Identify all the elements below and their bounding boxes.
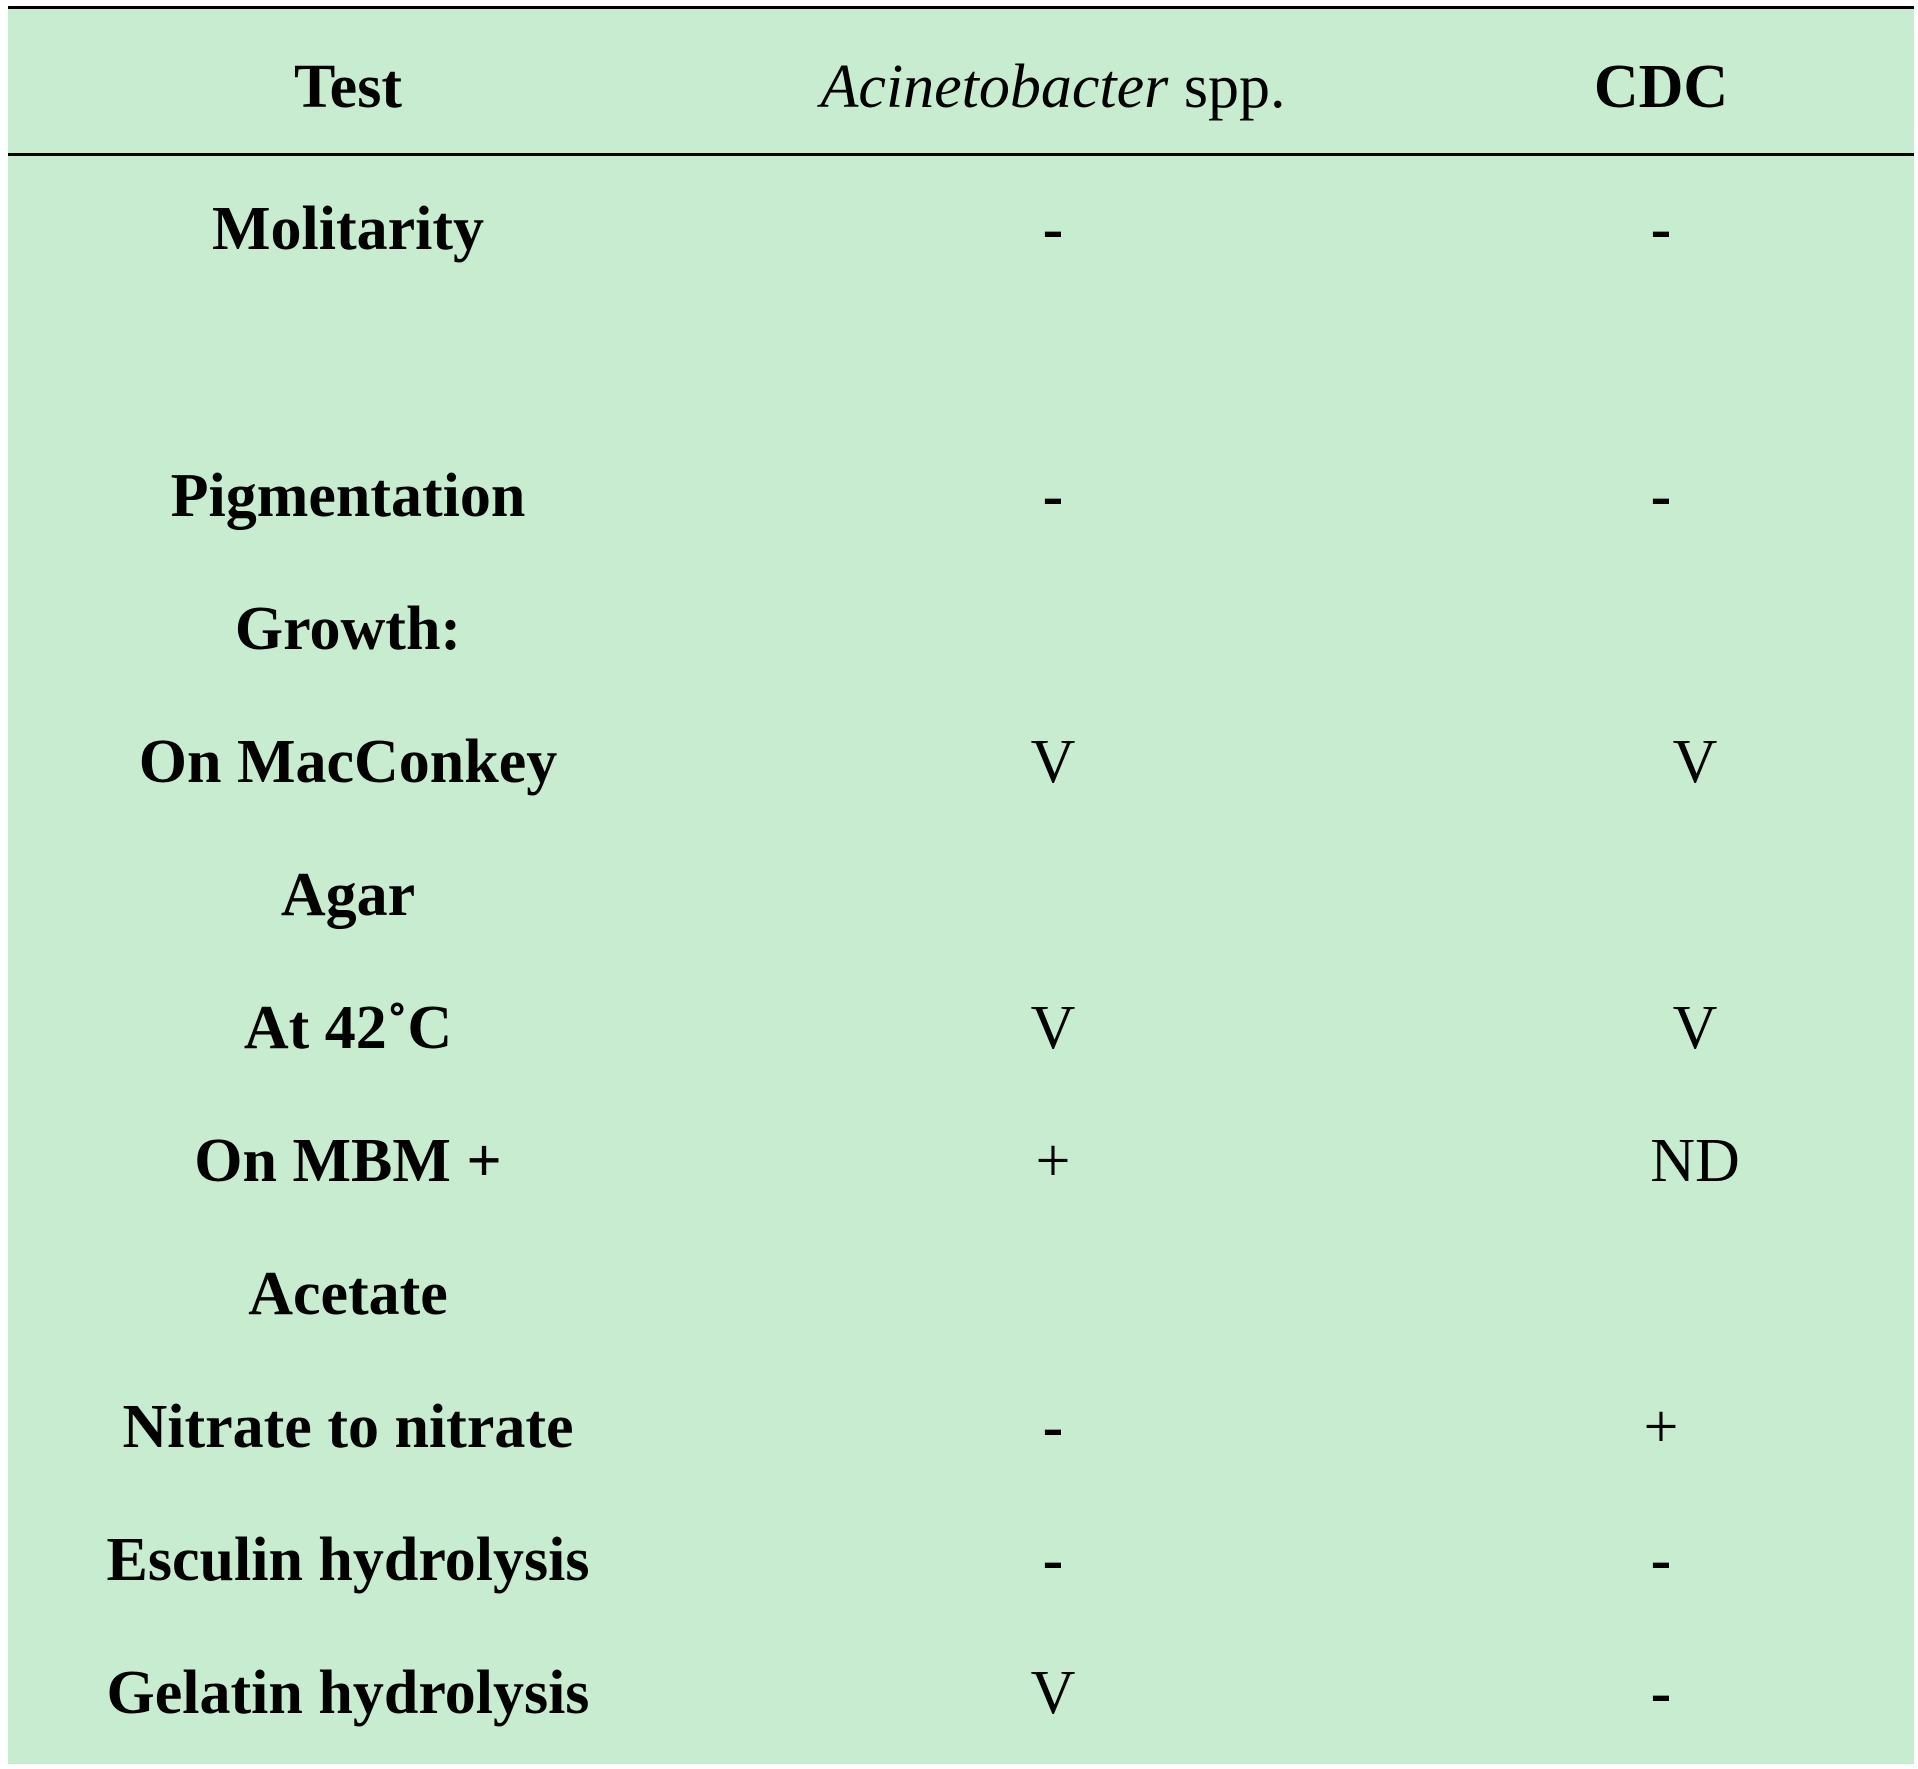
header-acinetobacter — [820, 53, 1286, 121]
row-acinetobacter-value: V — [1030, 728, 1076, 796]
row-acinetobacter-value: + — [1035, 1127, 1071, 1195]
data-table — [8, 6, 1914, 1764]
row-acinetobacter-value: V — [1030, 1659, 1076, 1727]
row-test-label: Molitarity — [211, 195, 485, 263]
row-test-label: Acetate — [248, 1260, 448, 1328]
header-bottom-rule — [8, 153, 1914, 156]
row-cdc-value: - — [1650, 195, 1672, 263]
row-cdc-value: V — [1672, 728, 1718, 796]
row-acinetobacter-value: - — [1042, 195, 1064, 263]
row-cdc-value: + — [1643, 1393, 1679, 1461]
row-test-label: Gelatin hydrolysis — [106, 1659, 590, 1727]
row-test-label: On MBM + — [194, 1127, 502, 1195]
row-cdc-value: ND — [1650, 1127, 1740, 1195]
row-acinetobacter-value: V — [1030, 994, 1076, 1062]
row-acinetobacter-value: - — [1042, 462, 1064, 530]
table-top-rule — [8, 6, 1914, 9]
row-test-label: At 42˚C — [243, 994, 453, 1062]
header-test: Test — [294, 53, 402, 121]
header-cdc: CDC — [1593, 53, 1729, 121]
row-test-label: On MacConkey — [138, 728, 558, 796]
header-acinetobacter-genus: Acinetobacter — [820, 53, 1169, 121]
row-acinetobacter-value: - — [1042, 1393, 1064, 1461]
row-test-label: Esculin hydrolysis — [106, 1526, 590, 1594]
row-cdc-value: V — [1672, 994, 1718, 1062]
row-cdc-value: - — [1650, 1526, 1672, 1594]
row-test-label: Growth: — [234, 595, 462, 663]
header-acinetobacter-suffix: spp. — [1168, 53, 1286, 121]
row-cdc-value: - — [1650, 1659, 1672, 1727]
row-cdc-value: - — [1650, 462, 1672, 530]
row-test-label: Pigmentation — [170, 462, 526, 530]
row-test-label: Agar — [280, 861, 416, 929]
row-test-label: Nitrate to nitrate — [122, 1393, 574, 1461]
row-acinetobacter-value: - — [1042, 1526, 1064, 1594]
